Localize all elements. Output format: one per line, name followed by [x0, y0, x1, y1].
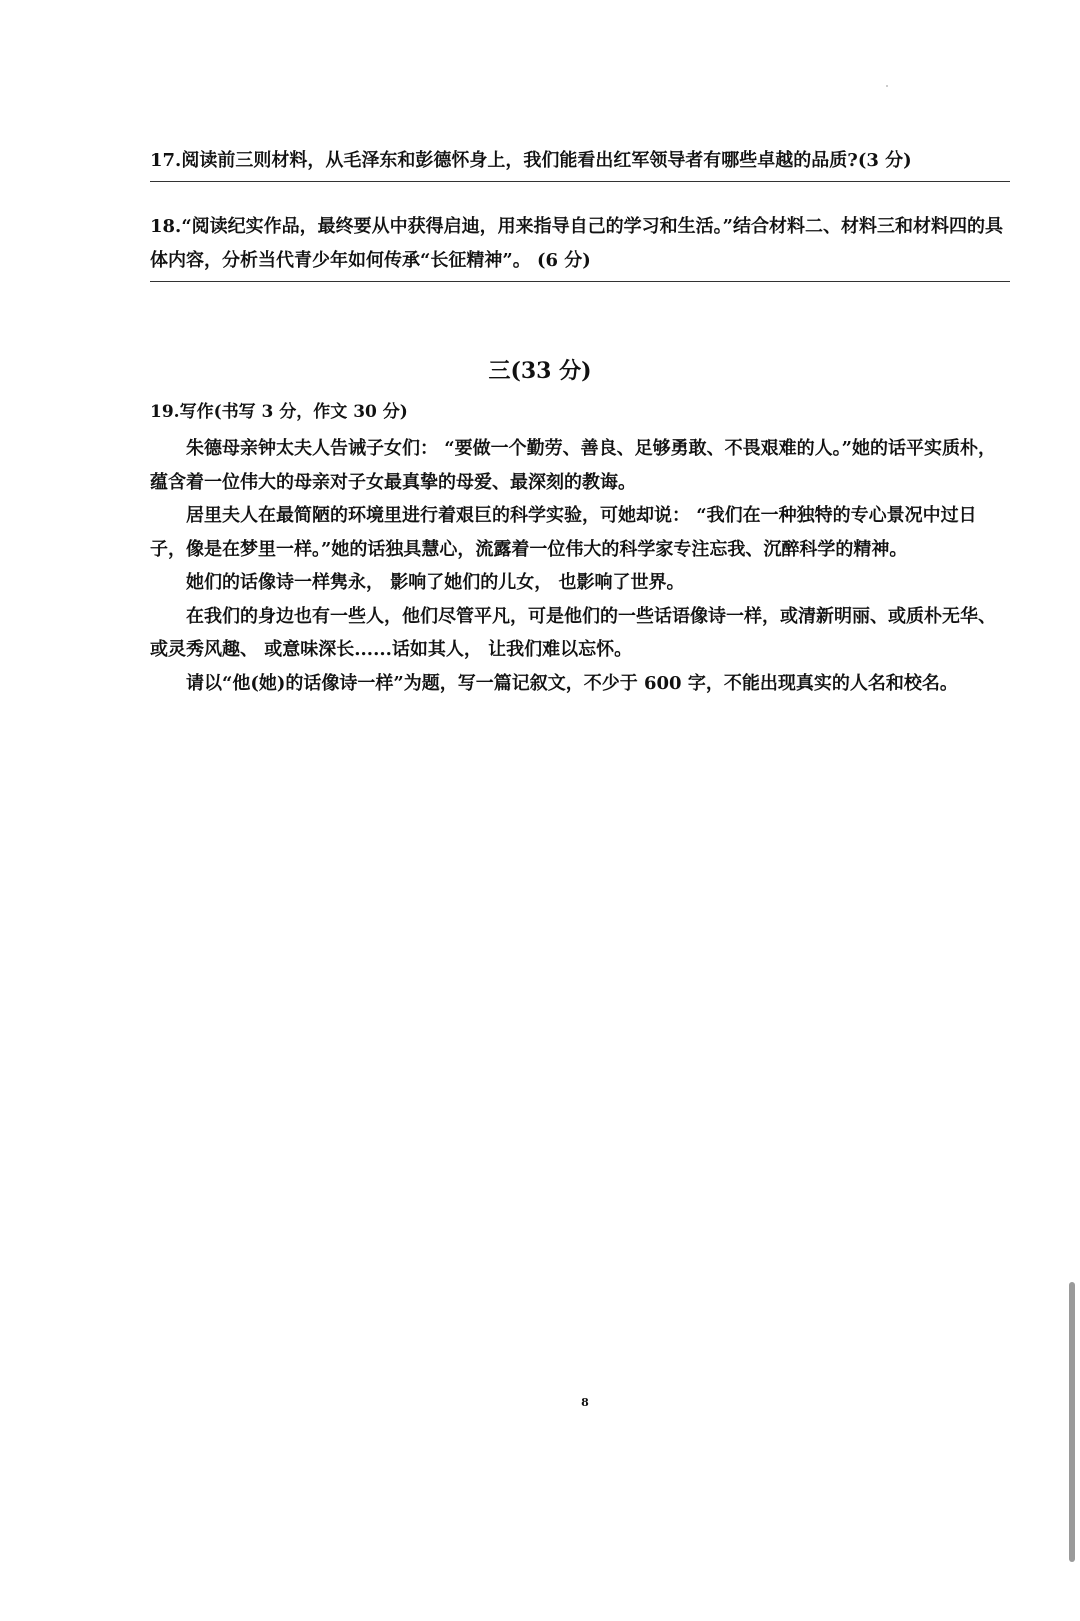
writing-paragraph: 居里夫人在最简陋的环境里进行着艰巨的科学实验，可她却说： “我们在一种独特的专心景况中过日子，像是在梦里一样。”她的话独具慧心，流露着一位伟大的科学家专注忘我、沉醉科学的精神。	[150, 505, 977, 560]
stray-mark	[886, 85, 888, 87]
writing-paragraph: 朱德母亲钟太夫人告诫子女们： “要做一个勤劳、善良、足够勇敢、不畏艰难的人。”她的话平实质朴，蕴含着一位伟大的母亲对子女最真挚的母爱、最深刻的教诲。	[150, 438, 996, 493]
writing-paragraph: 请以“他(她)的话像诗一样”为题，写一篇记叙文，不少于 600 字，不能出现真实的人名和校名。	[186, 672, 958, 694]
writing-paragraph: 她们的话像诗一样隽永， 影响了她们的儿女， 也影响了世界。	[186, 572, 685, 593]
page-number: 8	[581, 1396, 589, 1409]
answer-line-17	[150, 181, 1010, 182]
writing-paragraph: 在我们的身边也有一些人，他们尽管平凡，可是他们的一些话语像诗一样，或清新明丽、或质朴无华、 或灵秀风趣、 或意味深长......话如其人， 让我们难以忘怀。	[150, 605, 996, 660]
writing-prompt	[150, 432, 1010, 700]
scrollbar-thumb[interactable]	[1069, 1282, 1075, 1562]
answer-line-18	[150, 281, 1010, 282]
question-18: 18.“阅读纪实作品，最终要从中获得启迪，用来指导自己的学习和生活。”结合材料二、材料三和材料四的具体内容，分析当代青少年如何传承“长征精神”。 (6 分)	[150, 216, 1004, 271]
question-17: 17.阅读前三则材料，从毛泽东和彭德怀身上，我们能看出红军领导者有哪些卓越的品质?(3 分)	[150, 150, 912, 171]
writing-heading: 19.写作(书写 3 分，作文 30 分)	[150, 402, 408, 422]
section-title: 三(33 分)	[488, 358, 592, 384]
